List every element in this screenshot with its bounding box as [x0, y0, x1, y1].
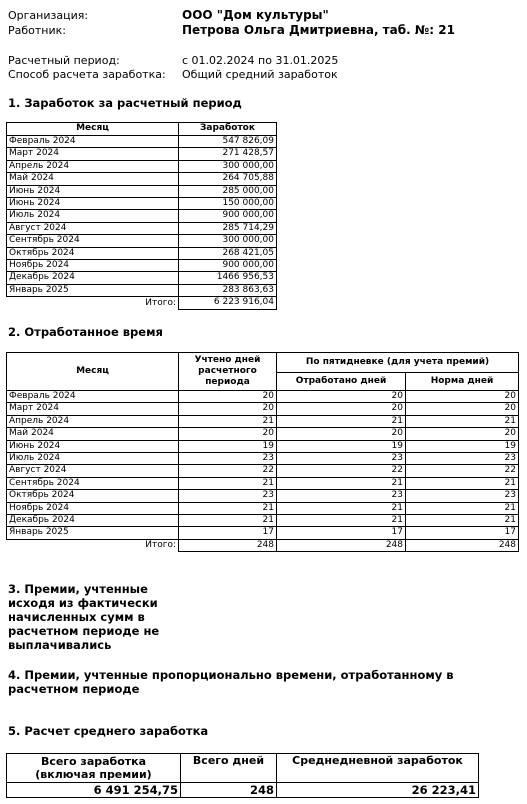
table-row	[7, 222, 277, 234]
table-row	[7, 391, 519, 403]
total-label: Итого:	[7, 539, 179, 551]
worked-cell: 21	[277, 502, 406, 514]
col-days-line1: Учтено дней	[194, 355, 261, 365]
total-label: Итого:	[145, 297, 176, 308]
month-cell: Август 2024	[7, 465, 179, 477]
col-total-line1: Всего заработка	[40, 755, 147, 768]
earnings-cell: 547 826,09	[179, 136, 277, 148]
table-row	[7, 198, 277, 210]
days-cell: 17	[179, 527, 277, 539]
norm-cell: 19	[406, 440, 519, 452]
table-row	[7, 477, 519, 489]
month-cell: Февраль 2024	[7, 136, 179, 148]
col-worked: Отработано дней	[277, 373, 406, 391]
worked-cell: 21	[277, 415, 406, 427]
total-days-value: 248	[181, 783, 277, 798]
norm-cell: 20	[406, 403, 519, 415]
col-five-day: По пятидневке (для учета премий)	[277, 353, 519, 373]
month-cell: Август 2024	[7, 222, 179, 234]
worked-cell: 20	[277, 403, 406, 415]
earnings-cell: 283 863,63	[179, 284, 277, 296]
worked-cell: 21	[277, 477, 406, 489]
norm-cell: 21	[406, 502, 519, 514]
earnings-table	[6, 122, 277, 310]
days-cell: 21	[179, 515, 277, 527]
month-cell: Май 2024	[7, 428, 179, 440]
earnings-cell: 271 428,57	[179, 148, 277, 160]
average-table	[6, 753, 479, 798]
period-label: Расчетный период:	[8, 54, 120, 67]
earnings-cell: 1466 956,53	[179, 272, 277, 284]
norm-cell: 23	[406, 453, 519, 465]
worked-cell: 23	[277, 490, 406, 502]
table-row	[7, 453, 519, 465]
col-days-line2: расчетного	[198, 366, 257, 376]
total-earnings-value: 6 491 254,75	[7, 783, 181, 798]
worker-label: Работник:	[8, 24, 66, 37]
norm-cell: 20	[406, 428, 519, 440]
table-row	[7, 173, 277, 185]
days-cell: 23	[179, 490, 277, 502]
period-value: с 01.02.2024 по 31.01.2025	[182, 54, 339, 67]
worktime-table	[6, 352, 519, 552]
org-value: ООО "Дом культуры"	[182, 8, 329, 22]
earnings-cell: 285 714,29	[179, 222, 277, 234]
month-cell: Декабрь 2024	[7, 515, 179, 527]
table-row	[7, 428, 519, 440]
earnings-cell: 268 421,05	[179, 247, 277, 259]
table-row	[7, 403, 519, 415]
month-cell: Октябрь 2024	[7, 490, 179, 502]
norm-cell: 23	[406, 490, 519, 502]
section1-title: 1. Заработок за расчетный период	[8, 96, 242, 110]
days-cell: 22	[179, 465, 277, 477]
earnings-cell: 264 705,88	[179, 173, 277, 185]
section5-title: 5. Расчет среднего заработка	[8, 724, 209, 738]
total-norm: 248	[406, 539, 519, 551]
month-cell: Ноябрь 2024	[7, 260, 179, 272]
worked-cell: 20	[277, 391, 406, 403]
col-norm: Норма дней	[406, 373, 519, 391]
earnings-cell: 900 000,00	[179, 260, 277, 272]
norm-cell: 22	[406, 465, 519, 477]
section3-title: 3. Премии, учтенные исходя из фактически начисленных сумм в расчетном периоде не выплачивались	[8, 582, 160, 652]
total-days: 248	[179, 539, 277, 551]
earnings-cell: 900 000,00	[179, 210, 277, 222]
worked-cell: 22	[277, 465, 406, 477]
days-cell: 21	[179, 502, 277, 514]
worked-cell: 21	[277, 515, 406, 527]
section4-title: 4. Премии, учтенные пропорционально времени, отработанному в расчетном периоде	[8, 668, 454, 696]
month-cell: Январь 2025	[7, 527, 179, 539]
earnings-cell: 300 000,00	[179, 235, 277, 247]
month-cell: Ноябрь 2024	[7, 502, 179, 514]
days-cell: 21	[179, 477, 277, 489]
month-cell: Сентябрь 2024	[7, 477, 179, 489]
norm-cell: 17	[406, 527, 519, 539]
average-value: 26 223,41	[277, 783, 479, 798]
worker-value: Петрова Ольга Дмитриевна, таб. №: 21	[182, 23, 455, 37]
table-row	[7, 247, 277, 259]
month-cell: Сентябрь 2024	[7, 235, 179, 247]
table-row	[7, 490, 519, 502]
norm-cell: 21	[406, 477, 519, 489]
days-cell: 20	[179, 403, 277, 415]
table-row	[7, 415, 519, 427]
col-month: Месяц	[7, 123, 179, 136]
col-total-earnings	[7, 754, 181, 783]
table-row	[7, 502, 519, 514]
table-row	[7, 527, 519, 539]
days-cell: 23	[179, 453, 277, 465]
worked-cell: 19	[277, 440, 406, 452]
worked-cell: 23	[277, 453, 406, 465]
month-cell: Декабрь 2024	[7, 272, 179, 284]
norm-cell: 21	[406, 415, 519, 427]
month-cell: Июль 2024	[7, 210, 179, 222]
month-cell: Октябрь 2024	[7, 247, 179, 259]
norm-cell: 20	[406, 391, 519, 403]
org-label: Организация:	[8, 9, 89, 22]
month-cell: Июнь 2024	[7, 198, 179, 210]
col-month: Месяц	[7, 353, 179, 391]
month-cell: Апрель 2024	[7, 160, 179, 172]
days-cell: 20	[179, 428, 277, 440]
table-row	[7, 185, 277, 197]
total-value: 6 223 916,04	[179, 297, 277, 309]
earnings-cell: 285 000,00	[179, 185, 277, 197]
table-row	[7, 136, 277, 148]
table-row	[7, 160, 277, 172]
days-cell: 20	[179, 391, 277, 403]
earnings-cell: 300 000,00	[179, 160, 277, 172]
col-total-line2: (включая премии)	[35, 768, 152, 781]
worked-cell: 20	[277, 428, 406, 440]
table-row	[7, 284, 277, 296]
col-earnings: Заработок	[179, 123, 277, 136]
days-cell: 21	[179, 415, 277, 427]
col-days	[179, 353, 277, 391]
month-cell: Март 2024	[7, 148, 179, 160]
norm-cell: 21	[406, 515, 519, 527]
month-cell: Май 2024	[7, 173, 179, 185]
month-cell: Июнь 2024	[7, 440, 179, 452]
worked-cell: 17	[277, 527, 406, 539]
total-worked: 248	[277, 539, 406, 551]
section2-title: 2. Отработанное время	[8, 325, 163, 339]
table-row	[7, 465, 519, 477]
table-row	[7, 210, 277, 222]
table-row	[7, 260, 277, 272]
table-row	[7, 235, 277, 247]
col-total-days: Всего дней	[181, 754, 277, 783]
table-row	[7, 515, 519, 527]
month-cell: Март 2024	[7, 403, 179, 415]
month-cell: Февраль 2024	[7, 391, 179, 403]
col-average: Среднедневной заработок	[277, 754, 479, 783]
month-cell: Апрель 2024	[7, 415, 179, 427]
days-cell: 19	[179, 440, 277, 452]
month-cell: Июль 2024	[7, 453, 179, 465]
method-value: Общий средний заработок	[182, 68, 338, 81]
table-row	[7, 440, 519, 452]
table-row	[7, 272, 277, 284]
month-cell: Июнь 2024	[7, 185, 179, 197]
method-label: Способ расчета заработка:	[8, 68, 166, 81]
earnings-cell: 150 000,00	[179, 198, 277, 210]
col-days-line3: периода	[205, 377, 250, 387]
table-row	[7, 148, 277, 160]
month-cell: Январь 2025	[7, 284, 179, 296]
